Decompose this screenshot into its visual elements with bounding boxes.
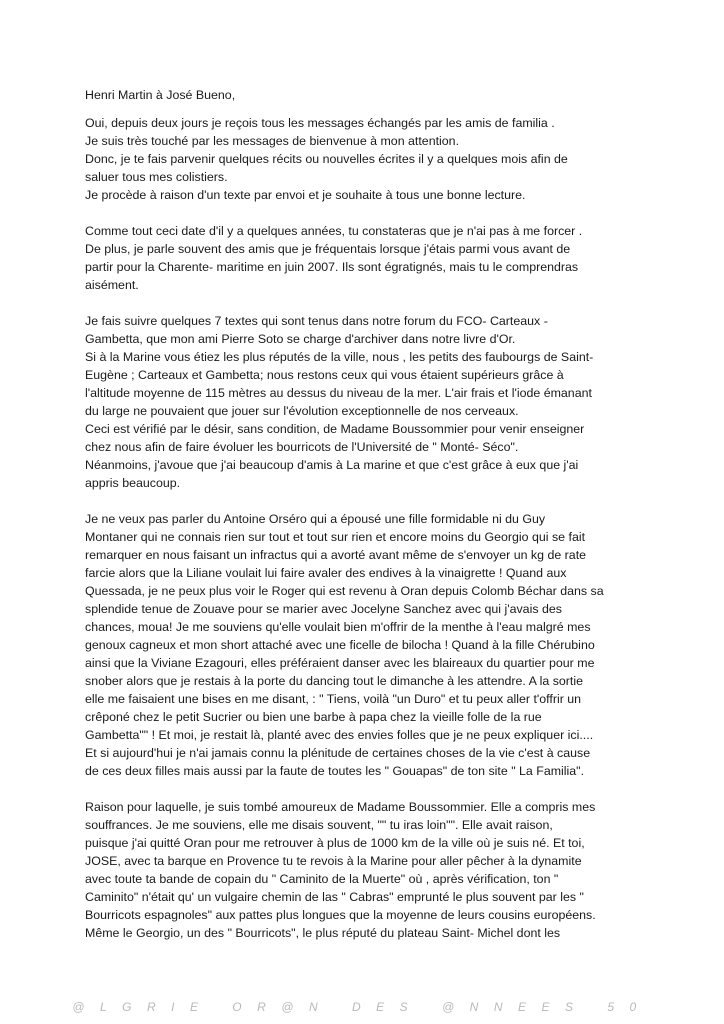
paragraph-5	[85, 798, 640, 942]
paragraph-2	[85, 222, 640, 294]
text-line: Raison pour laquelle, je suis tombé amoureux de Madame Boussommier. Elle a compris mes	[85, 800, 596, 814]
text-line: Ceci est vérifié par le désir, sans condition, de Madame Boussommier pour venir enseigner	[85, 422, 585, 436]
text-line: farcie alors que la Liliane voulait lui faire avaler des endives à la vinaigrette ! Quand aux	[85, 566, 567, 580]
text-line: Si à la Marine vous étiez les plus réputés de la ville, nous , les petits des faubourgs de Saint-	[85, 350, 594, 364]
text-line: JOSE, avec ta barque en Provence tu te revois à la Marine pour aller pêcher à la dynamite	[85, 854, 582, 868]
text-line: Je procède à raison d'un texte par envoi et je souhaite à tous une bonne lecture.	[85, 188, 526, 202]
text-line: appris beaucoup.	[85, 476, 181, 490]
text-line: snober alors que je restais à la porte du dancing tout le dimanche à les attendre. A la sortie	[85, 674, 583, 688]
text-line: chez nous afin de faire évoluer les bourricots de l'Université de " Monté- Séco".	[85, 440, 519, 454]
text-line: souffrances. Je me souviens, elle me disais souvent, "" tu iras loin"". Elle avait raison,	[85, 818, 553, 832]
text-line: Je fais suivre quelques 7 textes qui sont tenus dans notre forum du FCO- Carteaux -	[85, 314, 548, 328]
text-line: Quessada, je ne peux plus voir le Roger qui est revenu à Oran depuis Colomb Béchar dans sa	[85, 584, 604, 598]
text-line: saluer tous mes colistiers.	[85, 170, 228, 184]
paragraph-1	[85, 114, 640, 204]
text-line: Oui, depuis deux jours je reçois tous les messages échangés par les amis de familia .	[85, 116, 555, 130]
text-line: splendide tenue de Zouave pour se marier avec Jocelyne Sanchez avec qui j'avais des	[85, 602, 562, 616]
text-line: Même le Georgio, un des " Bourricots", le plus réputé du plateau Saint- Michel dont les	[85, 926, 561, 940]
text-line: Je ne veux pas parler du Antoine Orséro qui a épousé une fille formidable ni du Guy	[85, 512, 546, 526]
text-line: Et si aujourd'hui je n'ai jamais connu la plénitude de certaines choses de la vie c'est à cause	[85, 746, 591, 760]
text-line: puisque j'ai quitté Oran pour me retrouver à plus de 1000 km de la ville où je suis né. Et toi,	[85, 836, 585, 850]
text-line: de ces deux filles mais aussi par la faute de toutes les " Gouapas" de ton site " La Familia".	[85, 764, 585, 778]
text-line: Néanmoins, j'avoue que j'ai beaucoup d'amis à La marine et que c'est grâce à eux que j'ai	[85, 458, 579, 472]
text-line: Montaner qui ne connais rien sur tout et tout sur rien et encore moins du Georgio qui se fait	[85, 530, 586, 544]
text-line: Donc, je te fais parvenir quelques récits ou nouvelles écrites il y a quelques mois afin de	[85, 152, 568, 166]
text-line: Eugène ; Carteaux et Gambetta; nous restons ceux qui vous étaient supérieurs grâce à	[85, 368, 564, 382]
text-line: Comme tout ceci date d'il y a quelques années, tu constateras que je n'ai pas à me forcer .	[85, 224, 583, 238]
text-line: De plus, je parle souvent des amis que je fréquentais lorsque j'étais parmi vous avant de	[85, 242, 571, 256]
salutation: Henri Martin à José Bueno,	[85, 88, 236, 102]
text-line: chances, moua! Je me souviens qu'elle voulait bien m'offrir de la menthe à l'eau malgré mes	[85, 620, 591, 634]
text-line: elle me faisaient une bises en me disant, : " Tiens, voilà "un Duro" et tu peux aller t'offrir un	[85, 692, 582, 706]
text-line: avec toute ta bande de copain du " Caminito de la Muerte" où , après vérification, ton "	[85, 872, 559, 886]
text-line: Caminito" n'était qu' un vulgaire chemin de las " Cabras" emprunté le plus souvent par les "	[85, 890, 584, 904]
text-line: genoux cagneux et mon short attaché avec une ficelle de bilocha ! Quand à la fille Chérubino	[85, 638, 595, 652]
text-line: ainsi que la Viviane Ezagouri, elles préféraient danser avec les blaireaux du quartier pour me	[85, 656, 595, 670]
letter-body	[85, 86, 640, 960]
text-line: du large ne pouvaient que jouer sur l'évolution exceptionnelle de nos cerveaux.	[85, 404, 519, 418]
text-line: Bourricots espagnoles" aux pattes plus longues que la moyenne de leurs cousins européens.	[85, 908, 596, 922]
footer-watermark: @LGRIE OR@N DES @NNEES 50	[72, 1000, 652, 1014]
text-line: crêponé chez le petit Sucrier ou bien une barbe à papa chez la vieille folle de la rue	[85, 710, 542, 724]
text-line: Gambetta"" ! Et moi, je restait là, planté avec des envies folles que je ne peux expliquer ici....	[85, 728, 594, 742]
text-line: l'altitude moyenne de 115 mètres au dessus du niveau de la mer. L'air frais et l'iode émanant	[85, 386, 592, 400]
paragraph-3	[85, 312, 640, 492]
paragraph-4	[85, 510, 640, 780]
text-line: Gambetta, que mon ami Pierre Soto se charge d'archiver dans notre livre d'Or.	[85, 332, 516, 346]
text-line: Je suis très touché par les messages de bienvenue à mon attention.	[85, 134, 460, 148]
text-line: remarquer en nous faisant un infractus qui a avorté avant même de s'envoyer un kg de rate	[85, 548, 587, 562]
text-line: partir pour la Charente- maritime en juin 2007. Ils sont égratignés, mais tu le comprendras	[85, 260, 579, 274]
text-line: aisément.	[85, 278, 139, 292]
